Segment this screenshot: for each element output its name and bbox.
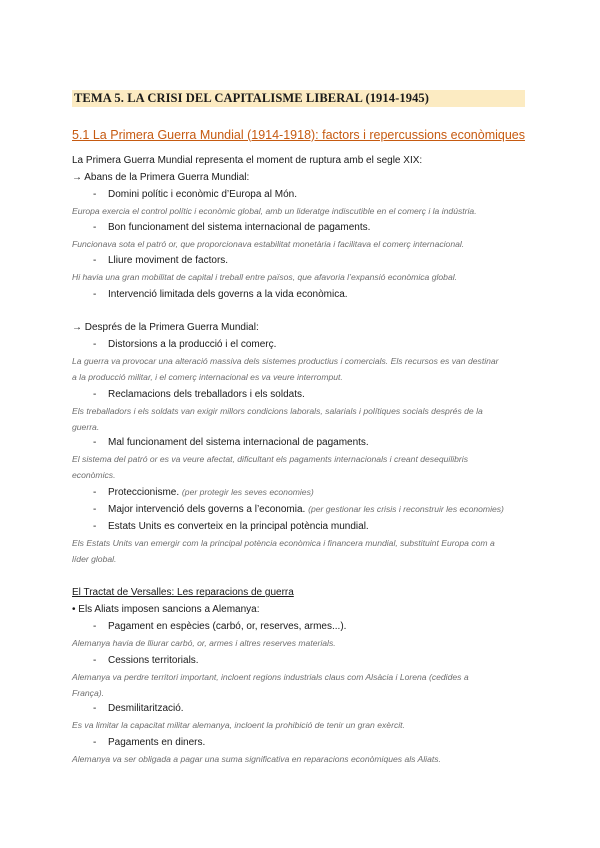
after-item-note: La guerra va provocar una alteració massiva dels sistemes productius i comercials. Els recursos es van destinar	[72, 356, 499, 366]
after-item-label: Distorsions a la producció i el comerç.	[108, 339, 277, 350]
before-item-label: Lliure moviment de factors.	[108, 255, 229, 266]
document-title: TEMA 5. LA CRISI DEL CAPITALISME LIBERAL (1914-1945)	[74, 91, 430, 105]
bullet-dash: -	[93, 289, 97, 300]
bullet-dash: -	[93, 655, 97, 666]
after-item-note: guerra.	[72, 422, 100, 432]
after-item-note: líder global.	[72, 554, 117, 564]
before-item-label: Intervenció limitada dels governs a la vida econòmica.	[108, 289, 348, 300]
bullet-dash: -	[93, 339, 97, 350]
bullet-dash: -	[93, 222, 97, 233]
after-item-note: a la producció militar, i el comerç internacional es va veure interromput.	[72, 372, 343, 382]
after-item-note: Els treballadors i els soldats van exigir millors condicions laborals, salarials i polítiques socials després de la	[72, 406, 483, 416]
versailles-item-note: Es va limitar la capacitat militar alemanya, incloent la prohibició de tenir un gran exèrcit.	[72, 720, 405, 730]
before-item-label: Domini polític i econòmic d’Europa al Món.	[108, 189, 297, 200]
after-item-note: El sistema del patró or es va veure afectat, dificultant els pagaments internacionals i creant desequilibris	[72, 454, 468, 464]
after-heading: → Després de la Primera Guerra Mundial:	[72, 322, 259, 333]
after-item-label: Major intervenció dels governs a l’economia.	[108, 504, 306, 515]
bullet-dash: -	[93, 255, 97, 266]
after-item-note: Els Estats Units van emergir com la principal potència econòmica i financera mundial, substituint Europa com a	[72, 538, 495, 548]
section-heading: 5.1 La Primera Guerra Mundial (1914-1918): factors i repercussions econòmiques	[72, 128, 526, 142]
after-item-label-row	[108, 504, 504, 515]
after-item-parenthetical: (per protegir les seves economies)	[181, 487, 314, 497]
before-item-note: Funcionava sota el patró or, que proporcionava estabilitat monetària i facilitava el comerç internacional.	[72, 239, 465, 249]
versailles-item-label: Desmilitarització.	[108, 703, 184, 714]
after-item-note: econòmics.	[72, 470, 116, 480]
versailles-item-note: Alemanya va perdre territori important, incloent regions industrials claus com Alsàcia i Lorena (cedides a	[72, 672, 469, 682]
after-item-label-row	[108, 487, 314, 498]
before-item-label: Bon funcionament del sistema internacional de pagaments.	[108, 222, 371, 233]
after-item-label: Reclamacions dels treballadors i els soldats.	[108, 389, 305, 400]
bullet-dash: -	[93, 504, 97, 515]
versailles-item-note: França).	[72, 688, 104, 698]
versailles-item-label: Pagament en espècies (carbó, or, reserves, armes...).	[108, 621, 347, 632]
bullet-dash: -	[93, 703, 97, 714]
versailles-item-note: Alemanya va ser obligada a pagar una suma significativa en reparacions econòmiques als Aliats.	[72, 754, 441, 764]
bullet-dash: -	[93, 521, 97, 532]
bullet-dash: -	[93, 487, 97, 498]
versailles-heading: El Tractat de Versalles: Les reparacions de guerra	[72, 587, 294, 598]
versailles-item-label: Pagaments en diners.	[108, 737, 206, 748]
bullet-dash: -	[93, 189, 97, 200]
title-highlight	[72, 90, 525, 107]
versailles-item-note: Alemanya havia de lliurar carbó, or, armes i altres reserves materials.	[72, 638, 336, 648]
before-item-note: Hi havia una gran mobilitat de capital i treball entre països, que afavoria l’expansió econòmica global.	[72, 272, 458, 282]
before-item-note: Europa exercia el control polític i econòmic global, amb un lideratge indiscutible en el comerç i la indústria.	[72, 206, 477, 216]
bullet-dash: -	[93, 389, 97, 400]
after-item-parenthetical: (per gestionar les crisis i reconstruir les economies)	[308, 504, 504, 514]
versailles-item-label: Cessions territorials.	[108, 655, 199, 666]
bullet-dash: -	[93, 621, 97, 632]
intro-text: La Primera Guerra Mundial representa el moment de ruptura amb el segle XIX:	[72, 155, 423, 166]
bullet-dash: -	[93, 737, 97, 748]
before-heading: → Abans de la Primera Guerra Mundial:	[72, 172, 250, 183]
after-item-label: Proteccionisme.	[108, 487, 180, 498]
bullet-dash: -	[93, 437, 97, 448]
after-item-label: Estats Units es converteix en la principal potència mundial.	[108, 521, 369, 532]
versailles-intro: • Els Aliats imposen sancions a Alemanya:	[72, 604, 260, 615]
after-item-label: Mal funcionament del sistema internacional de pagaments.	[108, 437, 369, 448]
